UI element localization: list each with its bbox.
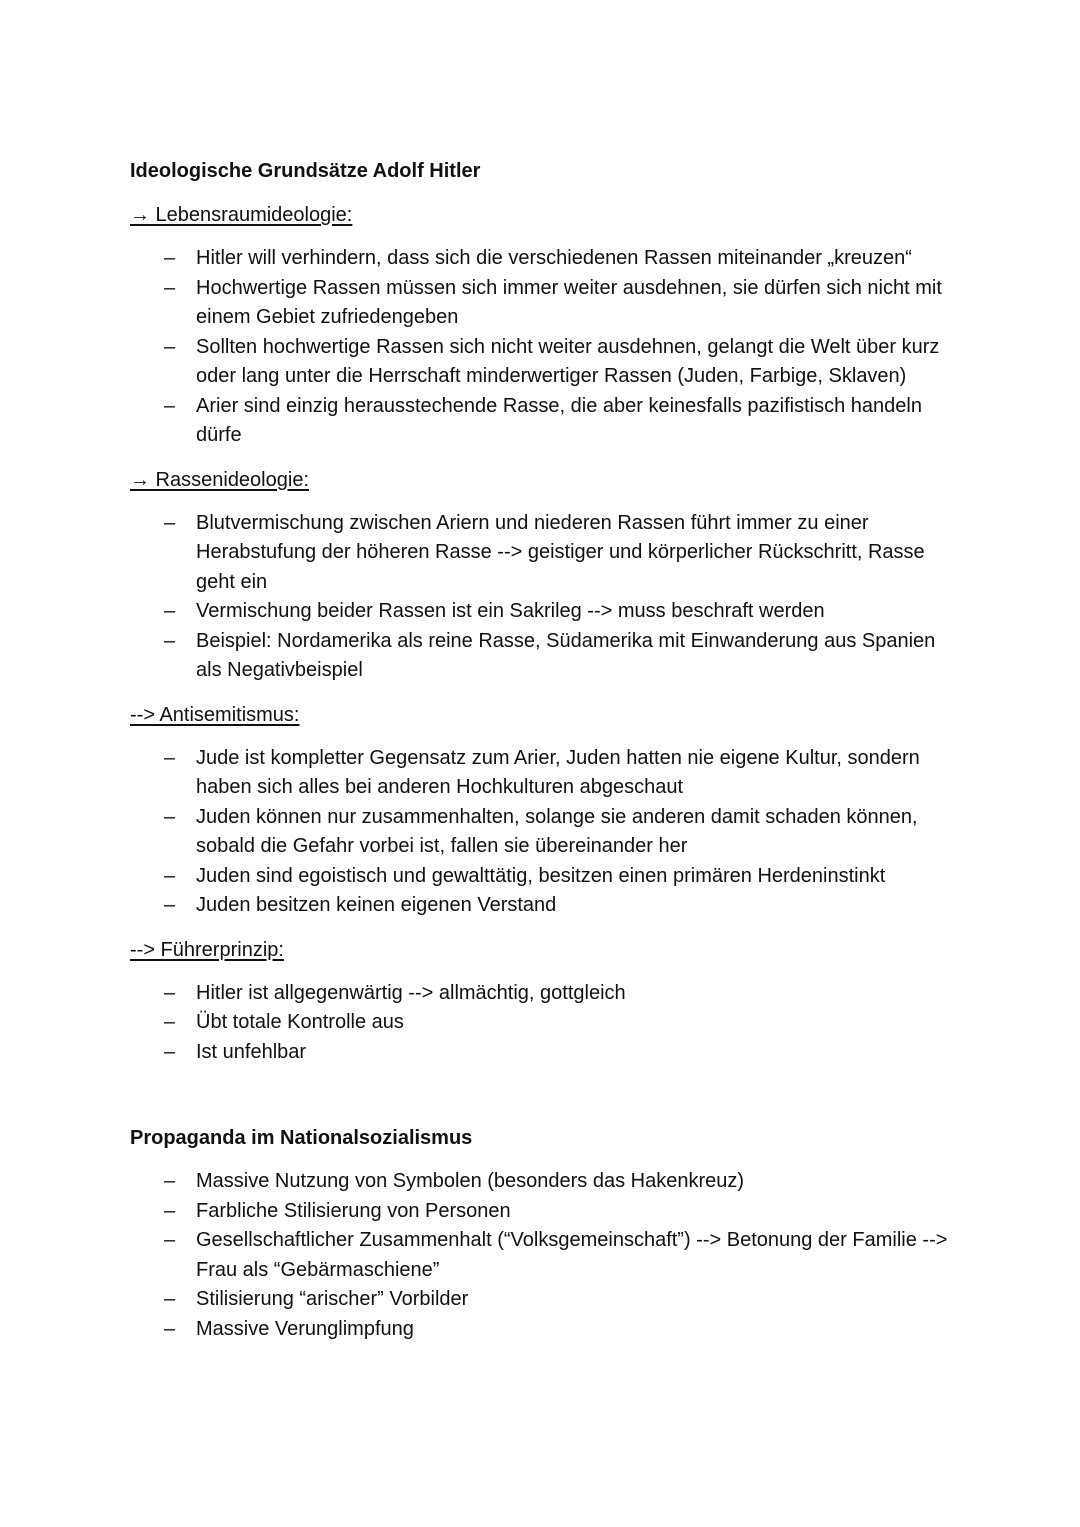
list-propaganda — [130, 1167, 960, 1344]
main-heading: Ideologische Grundsätze Adolf Hitler — [130, 160, 481, 182]
bullet-dash: – — [164, 805, 176, 828]
list-item: – Blutvermischung zwischen Ariern und niederen Rassen führt immer zu einer Herabstufung der höheren Rasse --> geistiger und körperlicher Rückschritt, Rasse geht ein — [196, 509, 960, 598]
bullet-dash: – — [164, 746, 176, 769]
list-item: – Ist unfehlbar — [196, 1038, 960, 1068]
list-item: – Massive Nutzung von Symbolen (besonders das Hakenkreuz) — [196, 1167, 960, 1197]
bullet-dash: – — [164, 981, 176, 1004]
bullet-dash: – — [164, 1170, 176, 1192]
bullet-dash: – — [164, 629, 176, 652]
bullet-dash: – — [164, 1199, 176, 1222]
list-antisemitismus — [130, 744, 960, 921]
section-title-antisemitismus: --> Antisemitismus: — [130, 703, 300, 726]
bullet-dash: – — [164, 1229, 176, 1251]
list-item: – Juden können nur zusammenhalten, solange sie anderen damit schaden können, sobald die Gefahr vorbei ist, fallen sie übereinander her — [196, 803, 960, 862]
list-lebensraum — [130, 244, 960, 451]
list-item: – Beispiel: Nordamerika als reine Rasse, Südamerika mit Einwanderung aus Spanien als Negativbeispiel — [196, 627, 960, 686]
list-item: – Juden besitzen keinen eigenen Verstand — [196, 891, 960, 921]
bullet-dash: – — [164, 247, 176, 269]
bullet-dash: – — [164, 894, 176, 916]
section-title-fuehrerprinzip: --> Führerprinzip: — [130, 938, 284, 961]
list-fuehrerprinzip — [130, 979, 960, 1068]
list-item: – Massive Verunglimpfung — [196, 1315, 960, 1345]
list-item: – Vermischung beider Rassen ist ein Sakrileg --> muss beschraft werden — [196, 597, 960, 627]
bullet-dash: – — [164, 335, 176, 358]
bullet-dash: – — [164, 276, 176, 299]
list-item: – Arier sind einzig herausstechende Rasse, die aber keinesfalls pazifistisch handeln dürfe — [196, 392, 960, 451]
bullet-dash: – — [164, 511, 176, 534]
list-item: – Farbliche Stilisierung von Personen — [196, 1197, 960, 1227]
section-title-lebensraum: → Lebensraumideologie: — [130, 204, 353, 226]
section-title-rassenideologie: → Rassenideologie: — [130, 468, 309, 491]
bullet-dash: – — [164, 864, 176, 887]
propaganda-heading: Propaganda im Nationalsozialismus — [130, 1127, 473, 1149]
list-rassenideologie — [130, 509, 960, 686]
list-item: – Gesellschaftlicher Zusammenhalt (“Volksgemeinschaft”) --> Betonung der Familie --> Frau als “Gebärmaschiene” — [196, 1226, 960, 1285]
list-item: – Übt totale Kontrolle aus — [196, 1008, 960, 1038]
list-item: – Hitler ist allgegenwärtig --> allmächtig, gottgleich — [196, 979, 960, 1009]
bullet-dash: – — [164, 394, 176, 417]
list-item: – Hochwertige Rassen müssen sich immer weiter ausdehnen, sie dürfen sich nicht mit einem Gebiet zufriedengeben — [196, 274, 960, 333]
bullet-dash: – — [164, 1011, 176, 1033]
list-item: – Juden sind egoistisch und gewalttätig, besitzen einen primären Herdeninstinkt — [196, 862, 960, 892]
bullet-dash: – — [164, 1288, 176, 1310]
list-item: – Sollten hochwertige Rassen sich nicht weiter ausdehnen, gelangt die Welt über kurz oder lang unter die Herrschaft minderwertiger Rassen (Juden, Farbige, Sklaven) — [196, 333, 960, 392]
list-item: – Jude ist kompletter Gegensatz zum Arier, Juden hatten nie eigene Kultur, sondern haben sich alles bei anderen Hochkulturen abgeschaut — [196, 744, 960, 803]
document-page — [130, 156, 960, 1344]
list-item: – Stilisierung “arischer” Vorbilder — [196, 1285, 960, 1315]
bullet-dash: – — [164, 600, 176, 622]
bullet-dash: – — [164, 1040, 176, 1063]
bullet-dash: – — [164, 1317, 176, 1340]
list-item: – Hitler will verhindern, dass sich die verschiedenen Rassen miteinander „kreuzen“ — [196, 244, 960, 274]
